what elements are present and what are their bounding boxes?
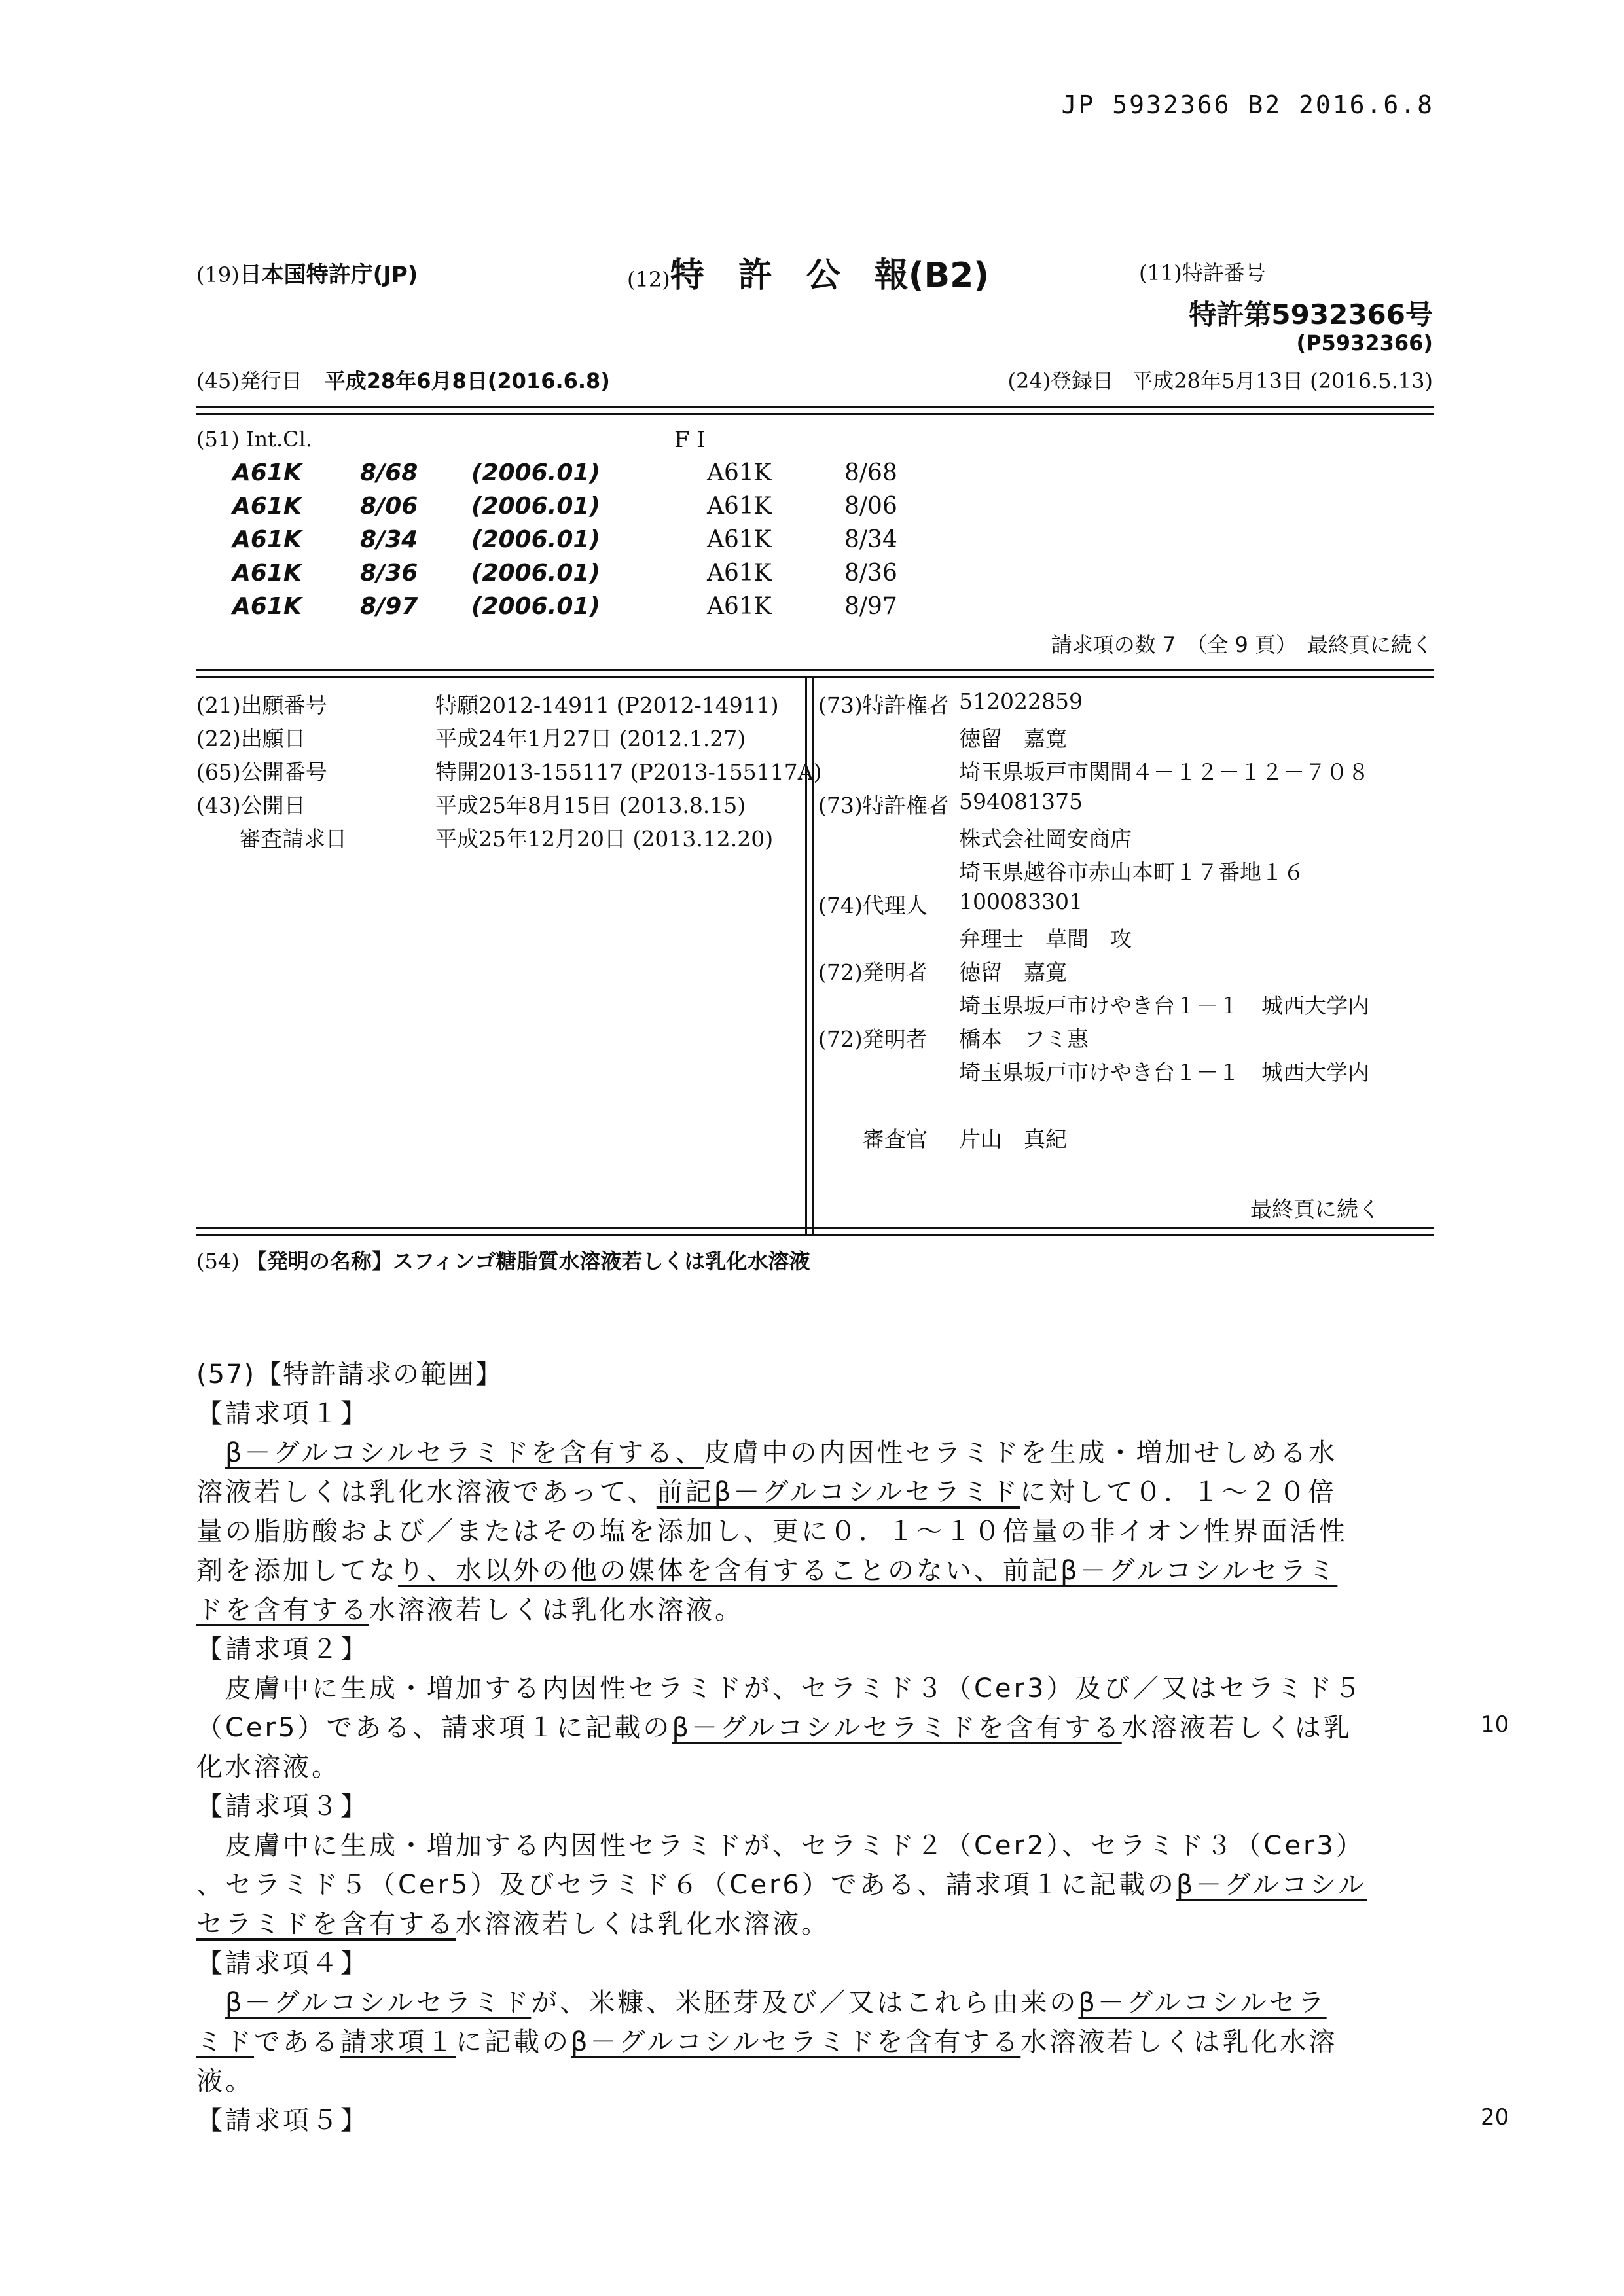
claim-text: 水溶液若しくは乳化水溶 (1020, 2027, 1338, 2057)
party-row: 埼玉県越谷市赤山本町１７番地１６ (959, 859, 1305, 885)
party-row (818, 689, 1083, 719)
party-row: 弁理士 草間 攻 (959, 926, 1132, 952)
fi-group: 8/68 (844, 459, 897, 486)
claims-heading: (57)【特許請求の範囲】 (196, 1359, 503, 1390)
rule-top-1 (196, 406, 1434, 408)
claim-text: り、水以外の他の媒体を含有することのない、前記β－グルコシルセラミ (398, 1556, 1338, 1586)
ipc-version: (2006.01) (471, 593, 600, 620)
field-label: 審査請求日 (239, 826, 347, 852)
claim-text: に記載の (456, 2027, 571, 2057)
party-row (818, 1022, 1089, 1053)
invention-title (196, 1245, 810, 1275)
claim-text: 皮膚中の内因性セラミドを生成・増加せしめる水 (704, 1438, 1338, 1468)
claim-text: 溶液若しくは乳化水溶液であって、 (196, 1477, 657, 1507)
claim-text: 水溶液若しくは乳化水溶液。 (456, 1909, 830, 1939)
field-value: 平成24年1月27日 (2012.1.27) (435, 726, 746, 751)
issue-date-block (196, 365, 610, 395)
party-row (818, 889, 1083, 920)
fi-class: A61K (707, 493, 772, 520)
claim-text: β－グルコシルセラミドを含有する (672, 1713, 1122, 1743)
application-row (196, 755, 822, 786)
registration-code: (24) (1007, 368, 1051, 393)
claim-text: に対して０．１～２０倍 (1020, 1477, 1337, 1507)
claim-2-heading: 【請求項２】 (196, 1634, 369, 1664)
claim-text: ドを含有する (196, 1595, 369, 1625)
claim-text: 水溶液若しくは乳化水溶液。 (369, 1595, 744, 1625)
claim-text: が、米糠、米胚芽及び／又はこれら由来の (531, 1988, 1079, 2018)
patent-number-alt: (P5932366) (1296, 331, 1433, 355)
claim-text: セラミドを含有する (196, 1909, 456, 1939)
party-row: 埼玉県坂戸市けやき台１－１ 城西大学内 (959, 993, 1369, 1018)
field-code: (73) (818, 793, 863, 818)
claim-1-line (196, 1551, 1337, 1590)
field-value: 徳留 嘉寛 (959, 960, 1067, 985)
claim-4-heading: 【請求項４】 (196, 1948, 369, 1979)
publication-type-code: (12) (627, 267, 670, 292)
field-label: 発明者 (862, 1026, 928, 1052)
field-code: (74) (818, 893, 863, 918)
rule-mid-2 (196, 676, 1434, 678)
field-label: 発明者 (862, 960, 928, 985)
ipc-group: 8/06 (360, 493, 418, 520)
office-block (196, 257, 418, 289)
field-code: (65) (196, 759, 241, 785)
continued-note: 最終頁に続く (1250, 1196, 1380, 1222)
claim-text: 剤を添加してな (196, 1556, 398, 1586)
claim-1-line: 量の脂肪酸および／またはその塩を添加し、更に０．１～１０倍量の非イオン性界面活性 (196, 1516, 1348, 1547)
field-value: 594081375 (959, 789, 1083, 814)
claim-2-line (196, 1669, 1363, 1708)
application-row (196, 689, 779, 719)
ipc-group: 8/34 (360, 526, 418, 553)
claim-4-line (196, 1983, 1327, 2022)
field-value: 特願2012-14911 (P2012-14911) (435, 692, 779, 718)
claim-4-line (196, 2022, 1337, 2062)
registration-date-block (1007, 365, 1433, 395)
rule-mid-1 (196, 669, 1434, 671)
fi-group: 8/34 (844, 526, 897, 553)
party-row: 徳留 嘉寛 (959, 726, 1067, 751)
ipc-group: 8/68 (360, 459, 418, 486)
party-row: 株式会社岡安商店 (959, 826, 1132, 852)
ipc-class: A61K (232, 493, 302, 520)
patent-number: 特許第5932366号 (1189, 298, 1433, 331)
examiner-name: 片山 真紀 (959, 1126, 1067, 1152)
field-code: (43) (196, 793, 241, 818)
ipc-group: 8/97 (360, 593, 418, 620)
office-name: 日本国特許庁(JP) (239, 262, 418, 288)
ipc-class: A61K (232, 593, 302, 620)
examiner-label: 審査官 (863, 1126, 928, 1152)
application-row (239, 822, 774, 853)
fi-group: 8/06 (844, 493, 897, 520)
publication-type-block (627, 247, 989, 296)
field-code: (21) (196, 692, 241, 718)
ipc-version: (2006.01) (471, 493, 600, 520)
ipc-class: A61K (232, 560, 302, 586)
field-code: (72) (818, 1026, 863, 1052)
fi-label: F I (674, 427, 706, 453)
int-cl-label: (51) Int.Cl. (196, 427, 313, 452)
claim-text: （Cer5）である、請求項１に記載の (196, 1713, 672, 1743)
line-number-10: 10 (1481, 1712, 1509, 1738)
claim-text: ミド (196, 2027, 254, 2057)
field-label: 公開番号 (240, 759, 327, 785)
registration-label: 登録日 (1051, 368, 1114, 393)
fi-class: A61K (707, 526, 772, 553)
field-value: 100083301 (959, 889, 1083, 914)
ipc-version: (2006.01) (471, 459, 600, 486)
field-label: 出願日 (240, 726, 306, 751)
office-code: (19) (196, 262, 240, 287)
registration-date: 平成28年5月13日 (2016.5.13) (1132, 368, 1433, 393)
document-reference: JP 5932366 B2 2016.6.8 (1061, 90, 1434, 119)
claim-text: 請求項１ (340, 2027, 456, 2057)
field-value: 平成25年8月15日 (2013.8.15) (435, 793, 746, 818)
field-label: 公開日 (240, 793, 306, 818)
claim-3-line (196, 1865, 1367, 1905)
field-label: 特許権者 (862, 692, 949, 718)
claim-text: 水溶液若しくは乳 (1121, 1713, 1352, 1743)
claim-2-line: 化水溶液。 (196, 1752, 340, 1782)
rule-top-2 (196, 413, 1434, 415)
claim-3-line (196, 1905, 830, 1944)
field-label: 出願番号 (240, 692, 327, 718)
claim-1-heading: 【請求項１】 (196, 1399, 369, 1429)
field-code: (22) (196, 726, 241, 751)
claim-text: 前記β－グルコシルセラミド (656, 1477, 1020, 1507)
ipc-class: A61K (232, 459, 302, 486)
fi-group: 8/36 (844, 560, 897, 586)
title-code: (54) (196, 1249, 240, 1274)
claim-text: 、セラミド５（Cer5）及びセラミド６（Cer6）である、請求項１に記載の (196, 1870, 1176, 1900)
party-row: 埼玉県坂戸市けやき台１－１ 城西大学内 (959, 1060, 1369, 1085)
party-row: 埼玉県坂戸市関間４－１２－１２－７０８ (959, 759, 1369, 785)
claim-text: である (254, 2027, 340, 2057)
field-value: 特開2013-155117 (P2013-155117A) (435, 759, 822, 785)
issue-label: 発行日 (239, 368, 302, 393)
party-row (818, 789, 1083, 819)
fi-class: A61K (707, 593, 772, 620)
title-text: スフィンゴ糖脂質水溶液若しくは乳化水溶液 (392, 1249, 810, 1274)
ipc-class: A61K (232, 526, 302, 553)
publication-type: 特 許 公 報(B2) (670, 256, 990, 295)
field-value: 平成25年12月20日 (2013.12.20) (435, 826, 774, 852)
ipc-version: (2006.01) (471, 526, 600, 553)
rule-bottom-1 (196, 1227, 1434, 1229)
claims-count: 請求項の数 7 （全 9 頁） 最終頁に続く (1051, 632, 1433, 657)
application-row (196, 789, 746, 819)
ipc-group: 8/36 (360, 560, 418, 586)
fi-group: 8/97 (844, 593, 897, 620)
title-label: 【発明の名称】 (245, 1249, 393, 1274)
fi-class: A61K (707, 459, 772, 486)
claim-4-line: 液。 (196, 2066, 254, 2096)
claim-3-heading: 【請求項３】 (196, 1791, 369, 1821)
issue-date: 平成28年6月8日(2016.6.8) (324, 368, 610, 393)
claim-1-line (196, 1590, 744, 1630)
rule-bottom-2 (196, 1234, 1434, 1236)
field-value: 橋本 フミ惠 (959, 1026, 1089, 1052)
claim-text: β－グルコシルセラミド (225, 1988, 532, 2018)
claim-text: β－グルコシル (1176, 1870, 1367, 1900)
field-code: (72) (818, 960, 863, 985)
fi-class: A61K (707, 560, 772, 586)
line-number-20: 20 (1481, 2104, 1509, 2130)
field-code: (73) (818, 692, 863, 718)
examiner (863, 1122, 1067, 1153)
claim-text: 皮膚中に生成・増加する内因性セラミドが、セラミド３（Cer3）及び／又はセラミド５ (225, 1674, 1363, 1704)
field-label: 代理人 (862, 893, 928, 918)
patent-number-label-block (1139, 257, 1266, 287)
claim-1-line (196, 1473, 1337, 1512)
claim-3-line (196, 1826, 1365, 1865)
issue-code: (45) (196, 368, 240, 393)
patent-number-code: (11) (1139, 260, 1182, 285)
application-row (196, 722, 746, 753)
claim-2-line (196, 1708, 1352, 1748)
claim-text: 皮膚中に生成・増加する内因性セラミドが、セラミド２（Cer2）、セラミド３（Cer3） (225, 1831, 1365, 1861)
party-row (818, 956, 1067, 986)
patent-number-label: 特許番号 (1182, 260, 1266, 285)
field-value: 512022859 (959, 689, 1083, 714)
ipc-version: (2006.01) (471, 560, 600, 586)
claim-text: β－グルコシルセラミドを含有する、 (225, 1438, 704, 1468)
claim-text: β－グルコシルセラミドを含有する (571, 2027, 1021, 2057)
claim-text: β－グルコシルセラ (1078, 1988, 1327, 2018)
claim-5-heading: 【請求項５】 (196, 2106, 369, 2136)
field-label: 特許権者 (862, 793, 949, 818)
claim-1-line (196, 1433, 1337, 1473)
